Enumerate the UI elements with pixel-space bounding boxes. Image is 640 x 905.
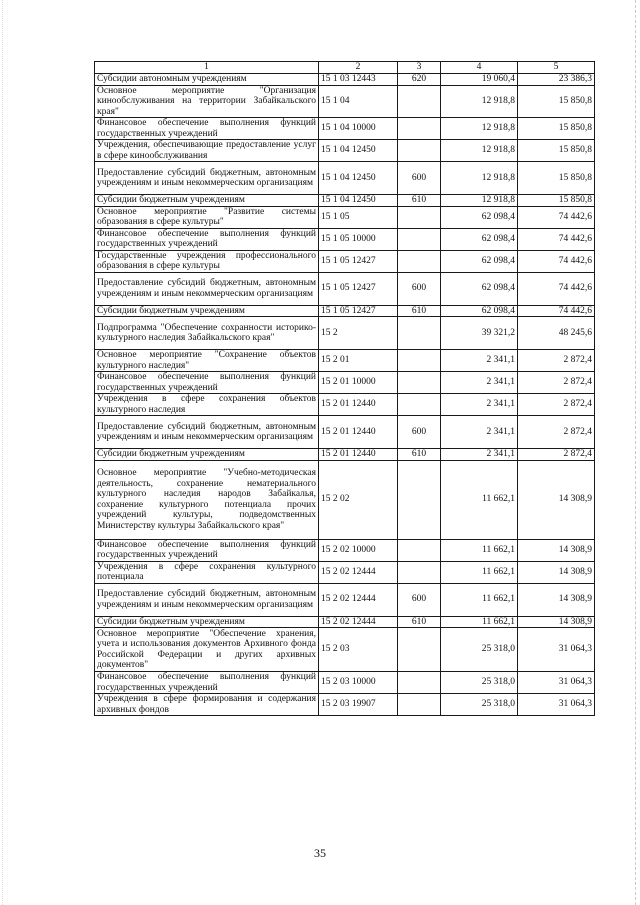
- table-row: [95, 228, 595, 250]
- table-row: [95, 74, 595, 86]
- table-row: [95, 583, 595, 616]
- row-value-col5-cell: 2 872,4: [518, 350, 595, 372]
- row-name-cell: Государственные учреждения профессионального образования в сфере культуры: [95, 250, 319, 272]
- row-value-col5-cell: 74 442,6: [518, 272, 595, 305]
- row-value-col4-cell: 62 098,4: [441, 228, 518, 250]
- row-type-cell: [398, 85, 441, 118]
- table-row: [95, 195, 595, 207]
- page-number: 35: [314, 846, 326, 860]
- row-value-col5-cell: 2 872,4: [518, 372, 595, 394]
- scan-edge-left: [2, 0, 4, 905]
- row-type-cell: [398, 561, 441, 583]
- row-value-col4-cell: 11 662,1: [441, 561, 518, 583]
- row-value-col5-cell: 14 308,9: [518, 616, 595, 628]
- row-value-col4-cell: 2 341,1: [441, 394, 518, 416]
- row-code-cell: 15 1 04 12450: [319, 140, 398, 162]
- row-name-cell: Субсидии автономным учреждениям: [95, 74, 319, 86]
- row-type-cell: [398, 460, 441, 539]
- row-name-cell: Учреждения в сфере сохранения культурного потенциала: [95, 561, 319, 583]
- row-code-cell: 15 1 05 10000: [319, 228, 398, 250]
- row-value-col4-cell: 12 918,8: [441, 195, 518, 207]
- scan-edge-right: [634, 0, 636, 905]
- row-value-col4-cell: 2 341,1: [441, 449, 518, 461]
- row-value-col4-cell: 11 662,1: [441, 583, 518, 616]
- row-name-cell: Основное мероприятие "Развитие системы образования в сфере культуры": [95, 206, 319, 228]
- row-type-cell: [398, 118, 441, 140]
- row-code-cell: 15 1 05 12427: [319, 305, 398, 317]
- row-value-col5-cell: 74 442,6: [518, 206, 595, 228]
- column-number-3: 3: [398, 62, 441, 74]
- row-type-cell: [398, 539, 441, 561]
- row-code-cell: 15 1 04 12450: [319, 195, 398, 207]
- row-code-cell: 15 2 01: [319, 350, 398, 372]
- row-code-cell: 15 1 05 12427: [319, 250, 398, 272]
- table-row: [95, 317, 595, 350]
- column-number-4: 4: [441, 62, 518, 74]
- row-value-col5-cell: 74 442,6: [518, 305, 595, 317]
- table-row: [95, 272, 595, 305]
- row-value-col4-cell: 12 918,8: [441, 140, 518, 162]
- row-code-cell: 15 1 04 12450: [319, 162, 398, 195]
- row-name-cell: Финансовое обеспечение выполнения функций государственных учреждений: [95, 118, 319, 140]
- row-name-cell: Основное мероприятие "Организация кинообслуживания на территории Забайкальского края": [95, 85, 319, 118]
- row-value-col5-cell: 15 850,8: [518, 118, 595, 140]
- row-code-cell: 15 2 01 12440: [319, 449, 398, 461]
- table-row: [95, 694, 595, 716]
- row-type-cell: 620: [398, 74, 441, 86]
- row-code-cell: 15 2 03 10000: [319, 672, 398, 694]
- row-value-col4-cell: 39 321,2: [441, 317, 518, 350]
- row-value-col5-cell: 14 308,9: [518, 539, 595, 561]
- row-value-col5-cell: 31 064,3: [518, 694, 595, 716]
- row-value-col5-cell: 48 245,6: [518, 317, 595, 350]
- row-code-cell: 15 2 02 12444: [319, 583, 398, 616]
- column-number-5: 5: [518, 62, 595, 74]
- row-type-cell: [398, 372, 441, 394]
- row-type-cell: 600: [398, 583, 441, 616]
- row-value-col5-cell: 14 308,9: [518, 583, 595, 616]
- row-type-cell: 610: [398, 195, 441, 207]
- row-value-col5-cell: 15 850,8: [518, 162, 595, 195]
- row-code-cell: 15 2 03: [319, 628, 398, 672]
- row-name-cell: Субсидии бюджетным учреждениям: [95, 449, 319, 461]
- row-type-cell: 600: [398, 272, 441, 305]
- row-type-cell: [398, 228, 441, 250]
- row-name-cell: Предоставление субсидий бюджетным, автономным учреждениям и иным некоммерческим организациям: [95, 272, 319, 305]
- table-row: [95, 539, 595, 561]
- row-name-cell: Подпрограмма "Обеспечение сохранности историко-культурного наследия Забайкальского края": [95, 317, 319, 350]
- row-name-cell: Субсидии бюджетным учреждениям: [95, 305, 319, 317]
- row-name-cell: Финансовое обеспечение выполнения функций государственных учреждений: [95, 372, 319, 394]
- row-code-cell: 15 2 01 12440: [319, 416, 398, 449]
- row-value-col4-cell: 2 341,1: [441, 350, 518, 372]
- table-row: [95, 162, 595, 195]
- row-value-col5-cell: 31 064,3: [518, 628, 595, 672]
- row-type-cell: [398, 694, 441, 716]
- row-name-cell: Учреждения в сфере сохранения объектов культурного наследия: [95, 394, 319, 416]
- row-value-col4-cell: 62 098,4: [441, 305, 518, 317]
- row-type-cell: [398, 206, 441, 228]
- table-row: [95, 628, 595, 672]
- row-value-col4-cell: 19 060,4: [441, 74, 518, 86]
- table-row: [95, 561, 595, 583]
- row-name-cell: Финансовое обеспечение выполнения функций государственных учреждений: [95, 228, 319, 250]
- row-value-col5-cell: 74 442,6: [518, 228, 595, 250]
- table-row: [95, 350, 595, 372]
- table-row: [95, 140, 595, 162]
- table-row: [95, 672, 595, 694]
- table-row: [95, 118, 595, 140]
- row-type-cell: 610: [398, 449, 441, 461]
- row-value-col5-cell: 31 064,3: [518, 672, 595, 694]
- row-value-col4-cell: 25 318,0: [441, 628, 518, 672]
- row-value-col4-cell: 11 662,1: [441, 460, 518, 539]
- row-value-col4-cell: 12 918,8: [441, 118, 518, 140]
- row-code-cell: 15 2 03 19907: [319, 694, 398, 716]
- row-value-col4-cell: 11 662,1: [441, 616, 518, 628]
- row-value-col4-cell: 25 318,0: [441, 694, 518, 716]
- row-value-col4-cell: 62 098,4: [441, 250, 518, 272]
- row-code-cell: 15 2 02 12444: [319, 561, 398, 583]
- row-name-cell: Финансовое обеспечение выполнения функций государственных учреждений: [95, 539, 319, 561]
- row-code-cell: 15 2 01 12440: [319, 394, 398, 416]
- row-code-cell: 15 2 02: [319, 460, 398, 539]
- row-value-col5-cell: 15 850,8: [518, 85, 595, 118]
- row-name-cell: Предоставление субсидий бюджетным, автономным учреждениям и иным некоммерческим организациям: [95, 416, 319, 449]
- row-name-cell: Финансовое обеспечение выполнения функций государственных учреждений: [95, 672, 319, 694]
- table-row: [95, 416, 595, 449]
- row-code-cell: 15 1 04: [319, 85, 398, 118]
- row-code-cell: 15 1 05 12427: [319, 272, 398, 305]
- row-value-col5-cell: 14 308,9: [518, 561, 595, 583]
- row-code-cell: 15 1 05: [319, 206, 398, 228]
- row-code-cell: 15 2: [319, 317, 398, 350]
- row-value-col5-cell: 15 850,8: [518, 140, 595, 162]
- row-type-cell: [398, 350, 441, 372]
- row-name-cell: Субсидии бюджетным учреждениям: [95, 616, 319, 628]
- row-value-col4-cell: 25 318,0: [441, 672, 518, 694]
- budget-table: [94, 61, 595, 716]
- row-type-cell: 610: [398, 616, 441, 628]
- row-value-col4-cell: 12 918,8: [441, 85, 518, 118]
- row-code-cell: 15 1 04 10000: [319, 118, 398, 140]
- row-code-cell: 15 2 02 10000: [319, 539, 398, 561]
- row-value-col5-cell: 15 850,8: [518, 195, 595, 207]
- table-row: [95, 449, 595, 461]
- row-value-col5-cell: 2 872,4: [518, 394, 595, 416]
- row-type-cell: [398, 317, 441, 350]
- row-value-col4-cell: 2 341,1: [441, 416, 518, 449]
- table-row: [95, 206, 595, 228]
- row-value-col5-cell: 2 872,4: [518, 416, 595, 449]
- row-value-col4-cell: 62 098,4: [441, 272, 518, 305]
- row-code-cell: 15 2 01 10000: [319, 372, 398, 394]
- row-type-cell: [398, 250, 441, 272]
- row-value-col4-cell: 2 341,1: [441, 372, 518, 394]
- budget-table-body: [95, 62, 595, 716]
- row-name-cell: Субсидии бюджетным учреждениям: [95, 195, 319, 207]
- row-value-col5-cell: 2 872,4: [518, 449, 595, 461]
- row-value-col4-cell: 12 918,8: [441, 162, 518, 195]
- row-value-col4-cell: 62 098,4: [441, 206, 518, 228]
- table-row: [95, 616, 595, 628]
- column-number-2: 2: [319, 62, 398, 74]
- row-value-col5-cell: 74 442,6: [518, 250, 595, 272]
- row-name-cell: Основное мероприятие "Сохранение объектов культурного наследия": [95, 350, 319, 372]
- table-row: [95, 394, 595, 416]
- row-name-cell: Основное мероприятие "Обеспечение хранения, учета и использования документов Архивного фонда Российской Федерации и других архивных документов": [95, 628, 319, 672]
- table-row: [95, 250, 595, 272]
- row-value-col5-cell: 23 386,3: [518, 74, 595, 86]
- table-row: [95, 372, 595, 394]
- row-type-cell: [398, 140, 441, 162]
- table-header-row: [95, 62, 595, 74]
- row-code-cell: 15 1 03 12443: [319, 74, 398, 86]
- row-value-col5-cell: 14 308,9: [518, 460, 595, 539]
- row-type-cell: [398, 628, 441, 672]
- row-type-cell: 600: [398, 162, 441, 195]
- column-number-1: 1: [95, 62, 319, 74]
- row-type-cell: 610: [398, 305, 441, 317]
- row-name-cell: Предоставление субсидий бюджетным, автономным учреждениям и иным некоммерческим организациям: [95, 583, 319, 616]
- row-name-cell: Учреждения в сфере формирования и содержания архивных фондов: [95, 694, 319, 716]
- row-type-cell: [398, 672, 441, 694]
- row-type-cell: 600: [398, 416, 441, 449]
- row-code-cell: 15 2 02 12444: [319, 616, 398, 628]
- table-row: [95, 85, 595, 118]
- row-name-cell: Основное мероприятие "Учебно-методическая деятельность, сохранение нематериального культурного наследия народов Забайкалья, сохранение культурного потенциала прочих учреждений культуры, подведомственных Министерству культуры Забайкальского края": [95, 460, 319, 539]
- row-name-cell: Учреждения, обеспечивающие предоставление услуг в сфере кинообслуживания: [95, 140, 319, 162]
- row-value-col4-cell: 11 662,1: [441, 539, 518, 561]
- row-name-cell: Предоставление субсидий бюджетным, автономным учреждениям и иным некоммерческим организациям: [95, 162, 319, 195]
- table-row: [95, 305, 595, 317]
- row-type-cell: [398, 394, 441, 416]
- table-row: [95, 460, 595, 539]
